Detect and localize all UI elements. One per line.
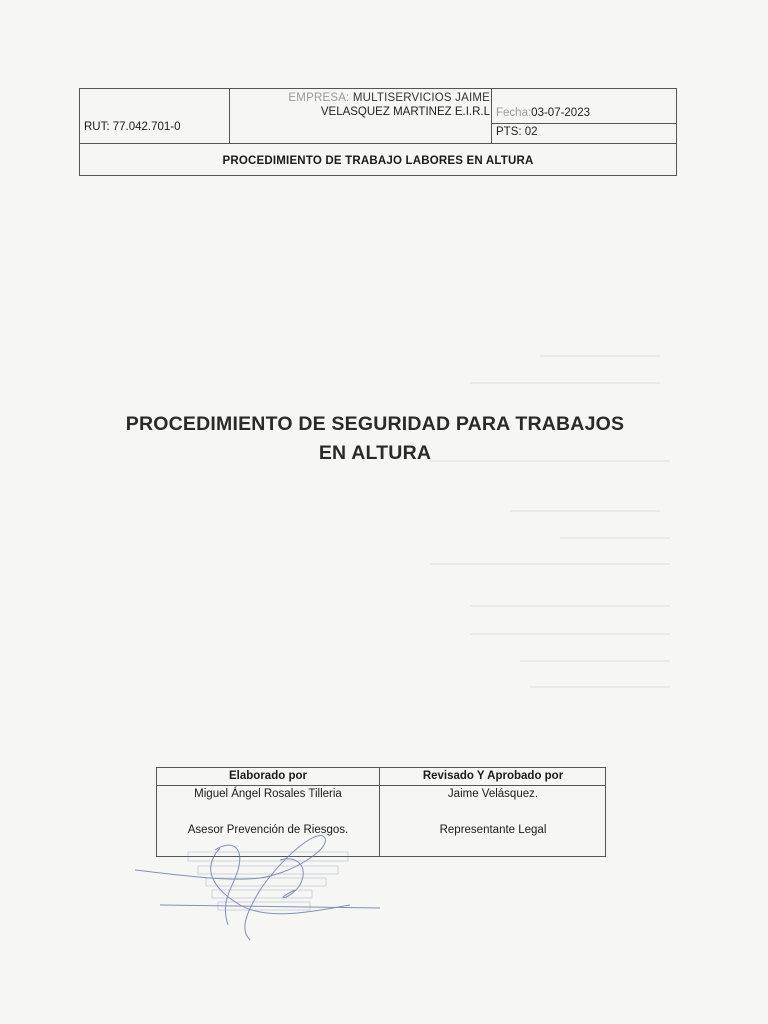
prepared-by-role: Asesor Prevención de Riesgos. (187, 824, 349, 836)
signature-stamp-icon (120, 830, 400, 950)
date-field: Fecha:03-07-2023 (496, 107, 590, 119)
prepared-by-header: Elaborado por (229, 770, 307, 782)
rut-number: RUT: 77.042.701-0 (84, 121, 181, 133)
approved-by-role: Representante Legal (439, 824, 547, 836)
company-name: EMPRESA: MULTISERVICIOS JAIME VELASQUEZ MARTINEZ E.I.R.L (288, 92, 490, 118)
title-line-2: EN ALTURA (318, 442, 432, 464)
document-title (100, 410, 650, 468)
pts-code: PTS: 02 (496, 126, 538, 138)
procedure-header-title: PROCEDIMIENTO DE TRABAJO LABORES EN ALTURA (222, 155, 534, 167)
prepared-by-name: Miguel Ángel Rosales Tilleria (194, 788, 342, 800)
approved-by-header: Revisado Y Aprobado por (422, 770, 564, 782)
header-table (79, 88, 677, 176)
approved-by-name: Jaime Velásquez. (447, 788, 539, 800)
title-line-1: PROCEDIMIENTO DE SEGURIDAD PARA TRABAJOS (125, 413, 625, 435)
